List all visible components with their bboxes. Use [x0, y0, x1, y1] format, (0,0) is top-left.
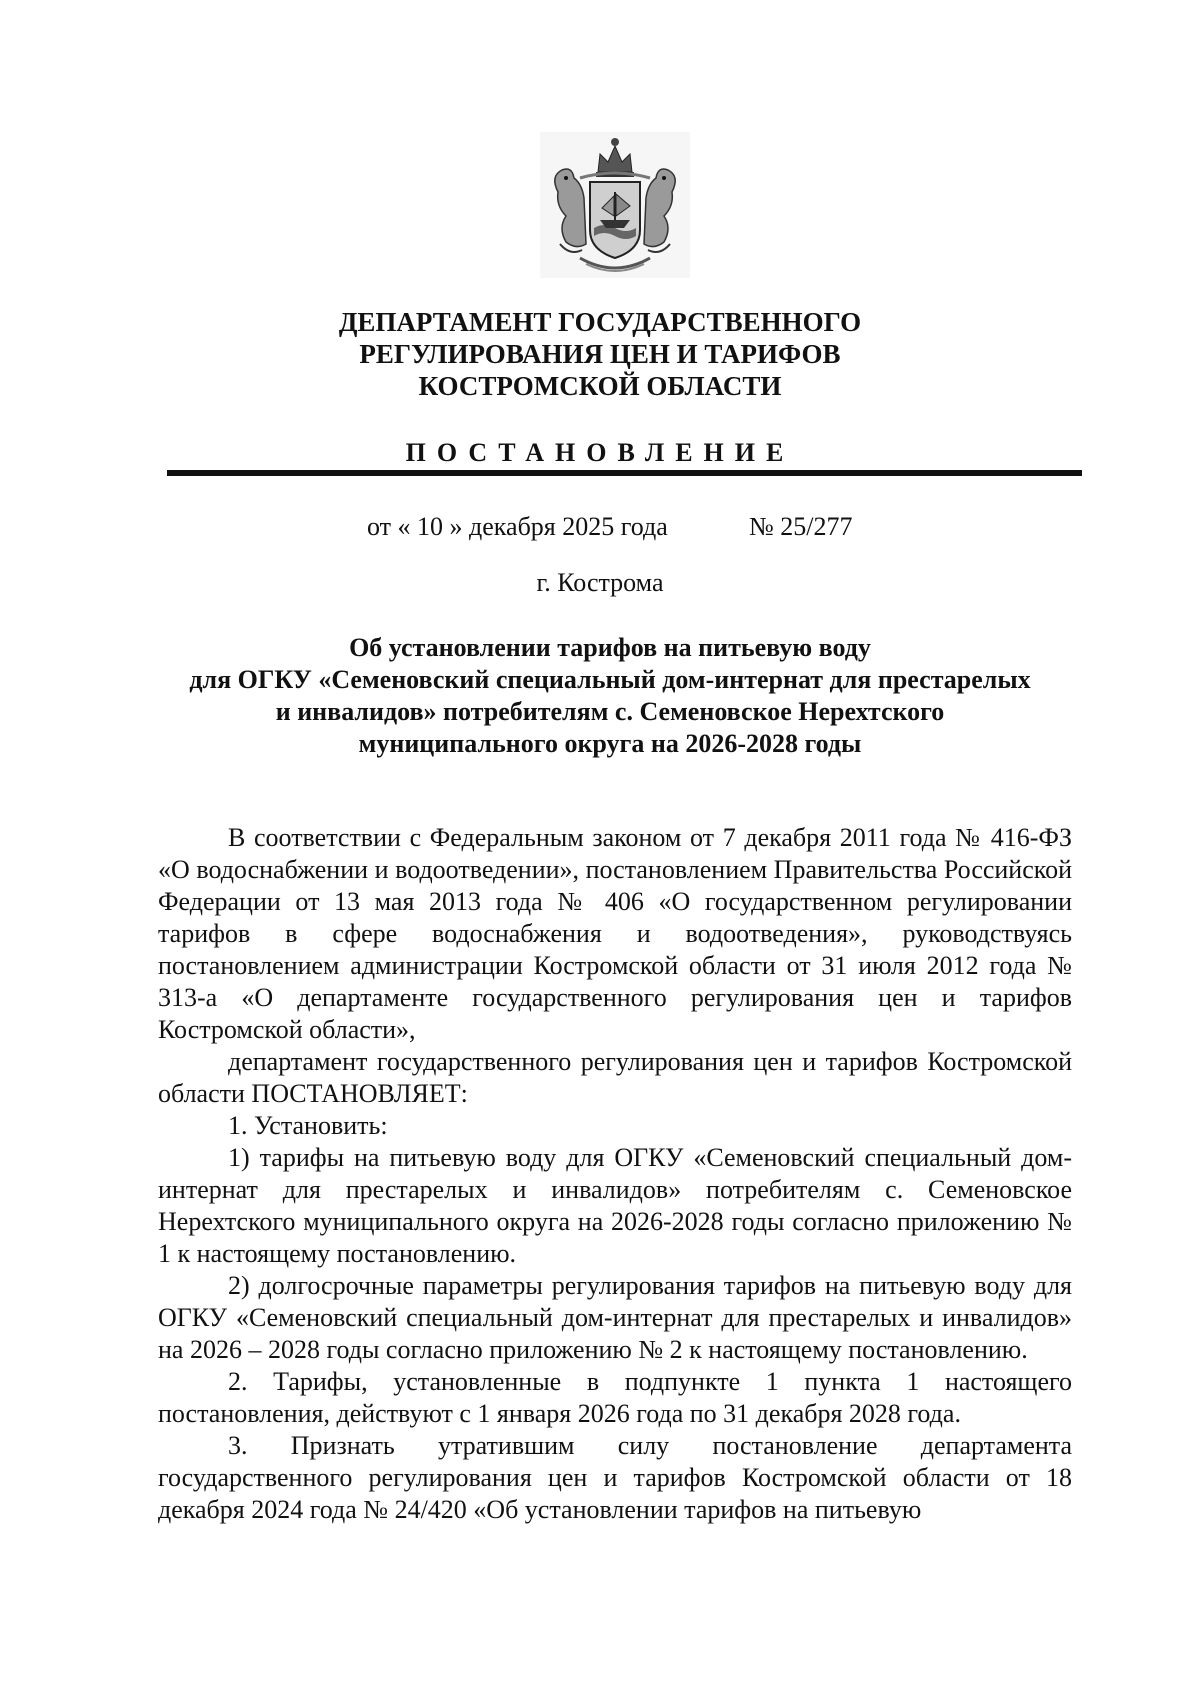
document-body	[158, 822, 1072, 1526]
coat-of-arms-icon	[540, 132, 690, 278]
title-line: и инвалидов» потребителям с. Семеновское Нерехтского	[275, 697, 945, 726]
body-paragraph: 1. Установить:	[228, 1111, 388, 1140]
department-name	[0, 306, 1200, 402]
body-paragraph: 1) тарифы на питьевую воду для ОГКУ «Семеновский специальный дом-интернат для престарелых и инвалидов» потребителям с. Семеновское Нерехтского муниципального округа на 2026-2028 годы согласно приложению № 1 к настоящему постановлению.	[158, 1143, 1072, 1268]
document-number: № 25/277	[749, 512, 853, 541]
title-line: для ОГКУ «Семеновский специальный дом-интернат для престарелых	[189, 665, 1031, 694]
body-paragraph: 2. Тарифы, установленные в подпункте 1 пункта 1 настоящего постановления, действуют с 1 января 2026 года по 31 декабря 2028 года.	[158, 1367, 1072, 1428]
department-line: РЕГУЛИРОВАНИЯ ЦЕН И ТАРИФОВ	[359, 339, 841, 369]
title-line: Об установлении тарифов на питьевую воду	[349, 633, 871, 662]
document-title	[140, 632, 1080, 760]
department-line: КОСТРОМСКОЙ ОБЛАСТИ	[418, 371, 782, 401]
header-divider	[167, 470, 1082, 476]
document-type: ПОСТАНОВЛЕНИЕ	[405, 438, 795, 467]
body-paragraph: 3. Признать утратившим силу постановление департамента государственного регулирования цен и тарифов Костромской области от 18 декабря 2024 года № 24/420 «Об установлении тарифов на питьевую	[158, 1431, 1072, 1524]
department-line: ДЕПАРТАМЕНТ ГОСУДАРСТВЕННОГО	[338, 307, 862, 337]
body-paragraph: 2) долгосрочные параметры регулирования тарифов на питьевую воду для ОГКУ «Семеновский специальный дом-интернат для престарелых и инвалидов» на 2026 – 2028 годы согласно приложению № 2 к настоящему постановлению.	[158, 1271, 1072, 1364]
document-date: от « 10 » декабря 2025 года	[367, 512, 668, 541]
body-paragraph: В соответствии с Федеральным законом от 7 декабря 2011 года № 416-ФЗ «О водоснабжении и водоотведении», постановлением Правительства Российской Федерации от 13 мая 2013 года № 406 «О государственном регулировании тарифов в сфере водоснабжения и водоотведения», руководствуясь постановлением администрации Костромской области от 31 июля 2012 года № 313-а «О департаменте государственного регулирования цен и тарифов Костромской области»,	[158, 823, 1072, 1044]
body-paragraph: департамент государственного регулирования цен и тарифов Костромской области ПОСТАНОВЛЯЕТ:	[158, 1047, 1072, 1108]
title-line: муниципального округа на 2026-2028 годы	[358, 729, 862, 758]
document-city: г. Кострома	[536, 568, 664, 597]
